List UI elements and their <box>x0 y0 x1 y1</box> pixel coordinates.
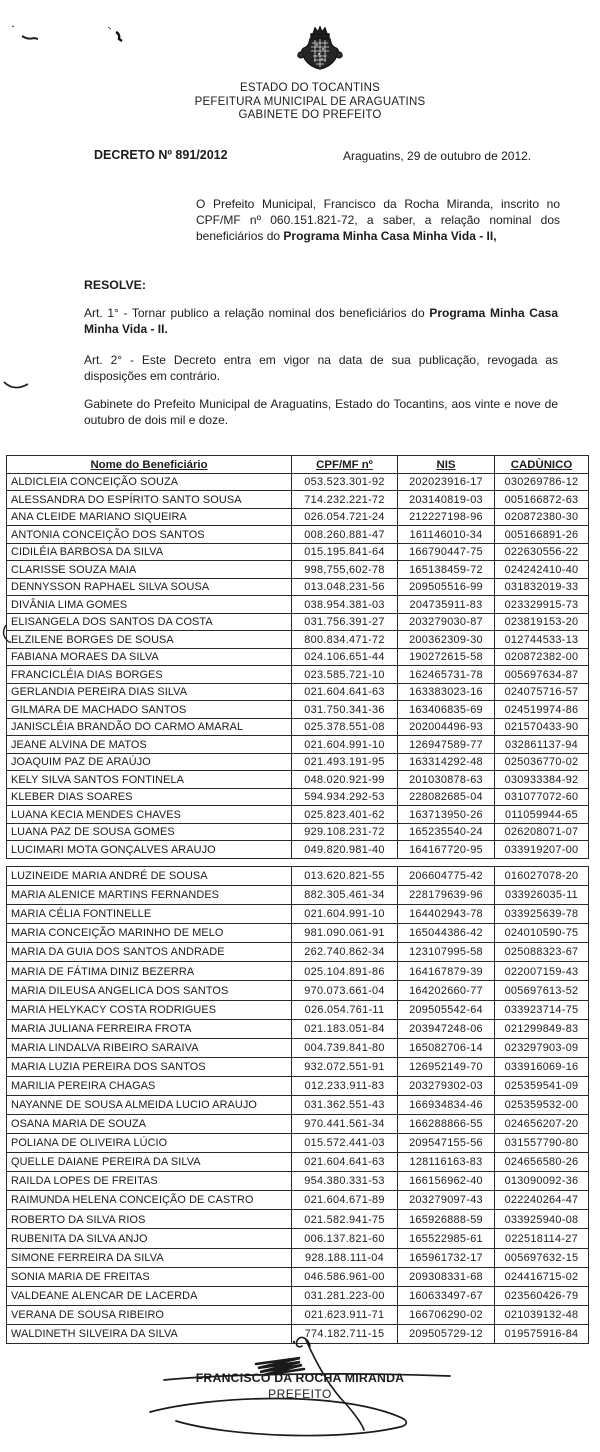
number-cell: 024656580-26 <box>495 1153 589 1172</box>
number-cell: 228082685-04 <box>398 788 495 805</box>
column-header-cadunico: CADÙNICO <box>495 456 589 474</box>
table-row <box>7 867 589 886</box>
number-cell: 164167720-95 <box>398 841 495 858</box>
number-cell: 021.604.641-63 <box>292 683 398 700</box>
letterhead-line-municipality: PEFEITURA MUNICIPAL DE ARAGUATINS <box>194 95 426 108</box>
number-cell: 024075716-57 <box>495 683 589 700</box>
number-cell: 020872382-00 <box>495 648 589 665</box>
number-cell: 033925940-08 <box>495 1210 589 1229</box>
number-cell: 166790447-75 <box>398 543 495 560</box>
decree-dateline: Araguatins, 29 de outubro de 2012. <box>343 149 532 163</box>
number-cell: 165138459-72 <box>398 561 495 578</box>
number-cell: 031.281.223-00 <box>292 1286 398 1305</box>
number-cell: 160633497-67 <box>398 1286 495 1305</box>
article-2-text: Art. 2° - Este Decreto entra em vigor na data de sua publicação, revogada as disposições em contrário. <box>84 353 558 383</box>
number-cell: 011059944-65 <box>495 806 589 823</box>
number-cell: 021.183.051-84 <box>292 1019 398 1038</box>
number-cell: 019575916-84 <box>495 1324 589 1343</box>
number-cell: 015.572.441-03 <box>292 1134 398 1153</box>
table-row <box>7 1248 589 1267</box>
beneficiary-name-cell: LUCIMARI MOTA GONÇALVES ARAUJO <box>7 841 292 858</box>
article-1-program-name: Programa Minha Casa Minha Vida - II. <box>84 306 558 336</box>
number-cell: 012744533-13 <box>495 631 589 648</box>
table-row <box>7 648 589 665</box>
number-cell: 714.232.221-72 <box>292 491 398 508</box>
number-cell: 203947248-06 <box>398 1019 495 1038</box>
number-cell: 023560426-79 <box>495 1286 589 1305</box>
number-cell: 929.108.231-72 <box>292 823 398 840</box>
number-cell: 048.020.921-99 <box>292 771 398 788</box>
number-cell: 166934834-46 <box>398 1095 495 1114</box>
number-cell: 164202660-77 <box>398 981 495 1000</box>
pen-mark-top-left <box>4 24 174 48</box>
beneficiary-name-cell: POLIANA DE OLIVEIRA LÚCIO <box>7 1134 292 1153</box>
beneficiary-name-cell: WALDINETH SILVEIRA DA SILVA <box>7 1324 292 1343</box>
beneficiary-name-cell: CLARISSE SOUZA MAIA <box>7 561 292 578</box>
beneficiary-name-cell: ELISANGELA DOS SANTOS DA COSTA <box>7 613 292 630</box>
number-cell: 033926035-11 <box>495 886 589 905</box>
number-cell: 203279097-43 <box>398 1191 495 1210</box>
number-cell: 022240264-47 <box>495 1191 589 1210</box>
decree-number: DECRETO Nº 891/2012 <box>94 148 228 162</box>
number-cell: 165926888-59 <box>398 1210 495 1229</box>
number-cell: 202023916-17 <box>398 474 495 491</box>
beneficiary-name-cell: JEANE ALVINA DE MATOS <box>7 736 292 753</box>
number-cell: 022630556-22 <box>495 543 589 560</box>
table-row <box>7 1210 589 1229</box>
number-cell: 038.954.381-03 <box>292 596 398 613</box>
letterhead-line-office: GABINETE DO PREFEITO <box>238 109 382 122</box>
table-row <box>7 508 589 525</box>
number-cell: 024416715-02 <box>495 1267 589 1286</box>
number-cell: 025.378.551-08 <box>292 718 398 735</box>
number-cell: 020872380-30 <box>495 508 589 525</box>
beneficiary-name-cell: OSANA MARIA DE SOUZA <box>7 1115 292 1134</box>
table-row <box>7 561 589 578</box>
number-cell: 031832019-33 <box>495 578 589 595</box>
number-cell: 023297903-09 <box>495 1038 589 1057</box>
number-cell: 030933384-92 <box>495 771 589 788</box>
number-cell: 033925639-78 <box>495 905 589 924</box>
table-row <box>7 596 589 613</box>
number-cell: 163314292-48 <box>398 753 495 770</box>
table-row <box>7 631 589 648</box>
beneficiary-name-cell: MARIA DA GUIA DOS SANTOS ANDRADE <box>7 943 292 962</box>
number-cell: 049.820.981-40 <box>292 841 398 858</box>
pen-mark-left-margin <box>2 376 30 396</box>
number-cell: 166706290-02 <box>398 1305 495 1324</box>
number-cell: 126947589-77 <box>398 736 495 753</box>
number-cell: 013.620.821-55 <box>292 867 398 886</box>
number-cell: 262.740.862-34 <box>292 943 398 962</box>
beneficiaries-table-section-1 <box>6 455 589 859</box>
number-cell: 166156962-40 <box>398 1172 495 1191</box>
table-row <box>7 1229 589 1248</box>
number-cell: 206604775-42 <box>398 867 495 886</box>
number-cell: 030269786-12 <box>495 474 589 491</box>
beneficiary-name-cell: VALDEANE ALENCAR DE LACERDA <box>7 1286 292 1305</box>
table-row <box>7 905 589 924</box>
beneficiary-name-cell: MARIA ALENICE MARTINS FERNANDES <box>7 886 292 905</box>
number-cell: 212227198-96 <box>398 508 495 525</box>
municipal-coat-of-arms-icon <box>296 26 344 84</box>
number-cell: 163383023-16 <box>398 683 495 700</box>
number-cell: 165961732-17 <box>398 1248 495 1267</box>
number-cell: 031.756.391-27 <box>292 613 398 630</box>
beneficiary-name-cell: SONIA MARIA DE FREITAS <box>7 1267 292 1286</box>
number-cell: 015.195.841-64 <box>292 543 398 560</box>
table-header-row <box>7 456 589 474</box>
number-cell: 021.493.191-95 <box>292 753 398 770</box>
number-cell: 013.048.231-56 <box>292 578 398 595</box>
number-cell: 023329915-73 <box>495 596 589 613</box>
number-cell: 203140819-03 <box>398 491 495 508</box>
table-row <box>7 806 589 823</box>
number-cell: 021299849-83 <box>495 1019 589 1038</box>
number-cell: 126952149-70 <box>398 1057 495 1076</box>
number-cell: 016027078-20 <box>495 867 589 886</box>
article-1 <box>84 305 558 337</box>
table-row <box>7 613 589 630</box>
closing-paragraph: Gabinete do Prefeito Municipal de Araguatins, Estado do Tocantins, aos vinte e nove de outubro de dois mil e doze. <box>84 397 558 427</box>
number-cell: 032861137-94 <box>495 736 589 753</box>
number-cell: 209505516-99 <box>398 578 495 595</box>
number-cell: 026.054.721-24 <box>292 508 398 525</box>
number-cell: 203279302-03 <box>398 1076 495 1095</box>
table-row <box>7 1076 589 1095</box>
number-cell: 800.834.471-72 <box>292 631 398 648</box>
number-cell: 025088323-67 <box>495 943 589 962</box>
table-row <box>7 1134 589 1153</box>
number-cell: 594.934.292-53 <box>292 788 398 805</box>
table-row <box>7 1267 589 1286</box>
beneficiary-name-cell: MARIA JULIANA FERREIRA FROTA <box>7 1019 292 1038</box>
table-row <box>7 841 589 858</box>
table-row <box>7 823 589 840</box>
number-cell: 970.441.561-34 <box>292 1115 398 1134</box>
number-cell: 031.362.551-43 <box>292 1095 398 1114</box>
number-cell: 882.305.461-34 <box>292 886 398 905</box>
number-cell: 021570433-90 <box>495 718 589 735</box>
beneficiary-name-cell: KELY SILVA SANTOS FONTINELA <box>7 771 292 788</box>
table-row <box>7 666 589 683</box>
beneficiary-name-cell: DENNYSSON RAPHAEL SILVA SOUSA <box>7 578 292 595</box>
number-cell: 024242410-40 <box>495 561 589 578</box>
preamble-text: O Prefeito Municipal, Francisco da Rocha Miranda, inscrito no CPF/MF nº 060.151.821-72, a saber, a relação nominal dos beneficiários do <box>196 197 560 243</box>
beneficiary-name-cell: FABIANA MORAES DA SILVA <box>7 648 292 665</box>
table-row <box>7 526 589 543</box>
number-cell: 166288866-55 <box>398 1115 495 1134</box>
beneficiary-name-cell: MARIA DILEUSA ANGELICA DOS SANTOS <box>7 981 292 1000</box>
column-header-name: Nome do Beneficiário <box>7 456 292 474</box>
resolve-label: RESOLVE: <box>84 278 146 292</box>
number-cell: 031.750.341-36 <box>292 701 398 718</box>
number-cell: 022007159-43 <box>495 962 589 981</box>
number-cell: 021.604.671-89 <box>292 1191 398 1210</box>
article-2 <box>84 352 558 384</box>
number-cell: 024656207-20 <box>495 1115 589 1134</box>
number-cell: 998,755,602-78 <box>292 561 398 578</box>
table-row <box>7 1057 589 1076</box>
beneficiary-name-cell: ANA CLEIDE MARIANO SIQUEIRA <box>7 508 292 525</box>
number-cell: 023.585.721-10 <box>292 666 398 683</box>
table-row <box>7 1115 589 1134</box>
number-cell: 021.582.941-75 <box>292 1210 398 1229</box>
number-cell: 026.054.761-11 <box>292 1000 398 1019</box>
number-cell: 022518114-27 <box>495 1229 589 1248</box>
beneficiary-name-cell: ANTONIA CONCEIÇÃO DOS SANTOS <box>7 526 292 543</box>
beneficiary-name-cell: KLEBER DIAS SOARES <box>7 788 292 805</box>
beneficiary-name-cell: MARIA HELYKACY COSTA RODRIGUES <box>7 1000 292 1019</box>
number-cell: 033919207-00 <box>495 841 589 858</box>
beneficiary-name-cell: ALDICLEIA CONCEIÇÃO SOUZA <box>7 474 292 491</box>
number-cell: 008.260.881-47 <box>292 526 398 543</box>
beneficiary-name-cell: LUANA PAZ DE SOUSA GOMES <box>7 823 292 840</box>
table-row <box>7 981 589 1000</box>
beneficiary-name-cell: MARIA LUZIA PEREIRA DOS SANTOS <box>7 1057 292 1076</box>
number-cell: 981.090.061-91 <box>292 924 398 943</box>
beneficiaries-table-section-2 <box>6 866 589 1344</box>
table-row <box>7 1286 589 1305</box>
table-row <box>7 788 589 805</box>
number-cell: 005697632-15 <box>495 1248 589 1267</box>
beneficiary-name-cell: FRANCICLÉIA DIAS BORGES <box>7 666 292 683</box>
number-cell: 005697634-87 <box>495 666 589 683</box>
number-cell: 954.380.331-53 <box>292 1172 398 1191</box>
table-row <box>7 962 589 981</box>
preamble-paragraph <box>196 196 560 244</box>
number-cell: 046.586.961-00 <box>292 1267 398 1286</box>
beneficiary-name-cell: LUANA KECIA MENDES CHAVES <box>7 806 292 823</box>
table-row <box>7 1191 589 1210</box>
number-cell: 021.623.911-71 <box>292 1305 398 1324</box>
article-1-text: Art. 1° - Tornar publico a relação nominal dos beneficiários do <box>84 306 430 320</box>
letterhead <box>0 82 600 123</box>
number-cell: 209308331-68 <box>398 1267 495 1286</box>
number-cell: 163713950-26 <box>398 806 495 823</box>
beneficiary-name-cell: MARIA CONCEIÇÃO MARINHO DE MELO <box>7 924 292 943</box>
table-row <box>7 1153 589 1172</box>
table-row <box>7 1095 589 1114</box>
table-row <box>7 753 589 770</box>
number-cell: 026208071-07 <box>495 823 589 840</box>
number-cell: 123107995-58 <box>398 943 495 962</box>
signatory-title: PREFEITO <box>268 1387 332 1401</box>
beneficiary-name-cell: MARIA LINDALVA RIBEIRO SARAIVA <box>7 1038 292 1057</box>
beneficiary-name-cell: JANISCLÉIA BRANDÃO DO CARMO AMARAL <box>7 718 292 735</box>
beneficiary-name-cell: RAILDA LOPES DE FREITAS <box>7 1172 292 1191</box>
number-cell: 162465731-78 <box>398 666 495 683</box>
beneficiary-name-cell: MARIA CÉLIA FONTINELLE <box>7 905 292 924</box>
table-row <box>7 491 589 508</box>
beneficiary-name-cell: LUZINEIDE MARIA ANDRÉ DE SOUSA <box>7 867 292 886</box>
number-cell: 021.604.641-63 <box>292 1153 398 1172</box>
beneficiary-name-cell: SIMONE FERREIRA DA SILVA <box>7 1248 292 1267</box>
beneficiary-name-cell: VERANA DE SOUSA RIBEIRO <box>7 1305 292 1324</box>
beneficiary-name-cell: RAIMUNDA HELENA CONCEIÇÃO DE CASTRO <box>7 1191 292 1210</box>
number-cell: 031077072-60 <box>495 788 589 805</box>
table-row <box>7 683 589 700</box>
table-row <box>7 578 589 595</box>
number-cell: 128116163-83 <box>398 1153 495 1172</box>
number-cell: 021.604.991-10 <box>292 736 398 753</box>
number-cell: 932.072.551-91 <box>292 1057 398 1076</box>
number-cell: 013090092-36 <box>495 1172 589 1191</box>
table-row <box>7 543 589 560</box>
number-cell: 012.233.911-83 <box>292 1076 398 1095</box>
number-cell: 161146010-34 <box>398 526 495 543</box>
number-cell: 201030878-63 <box>398 771 495 788</box>
beneficiary-name-cell: JOAQUIM PAZ DE ARAÚJO <box>7 753 292 770</box>
number-cell: 928.188.111-04 <box>292 1248 398 1267</box>
number-cell: 209505542-64 <box>398 1000 495 1019</box>
number-cell: 163406835-69 <box>398 701 495 718</box>
number-cell: 204735911-83 <box>398 596 495 613</box>
beneficiary-name-cell: MARIA DE FÁTIMA DINIZ BEZERRA <box>7 962 292 981</box>
table-row <box>7 474 589 491</box>
table-row <box>7 1305 589 1324</box>
number-cell: 774.182.711-15 <box>292 1324 398 1343</box>
number-cell: 005166872-63 <box>495 491 589 508</box>
column-header-nis: NIS <box>398 456 495 474</box>
number-cell: 209505729-12 <box>398 1324 495 1343</box>
number-cell: 203279030-87 <box>398 613 495 630</box>
beneficiary-name-cell: MARILIA PEREIRA CHAGAS <box>7 1076 292 1095</box>
table-row <box>7 771 589 788</box>
beneficiary-name-cell: DIVÂNIA LIMA GOMES <box>7 596 292 613</box>
number-cell: 970.073.661-04 <box>292 981 398 1000</box>
number-cell: 031557790-80 <box>495 1134 589 1153</box>
number-cell: 053.523.301-92 <box>292 474 398 491</box>
table-row <box>7 943 589 962</box>
number-cell: 025036770-02 <box>495 753 589 770</box>
signatory-name: FRANCISCO DA ROCHA MIRANDA <box>195 1371 405 1385</box>
preamble-program-name: Programa Minha Casa Minha Vida - II, <box>283 229 497 243</box>
number-cell: 209547155-56 <box>398 1134 495 1153</box>
number-cell: 021.604.991-10 <box>292 905 398 924</box>
table-row <box>7 1000 589 1019</box>
number-cell: 004.739.841-80 <box>292 1038 398 1057</box>
number-cell: 025.104.891-86 <box>292 962 398 981</box>
beneficiary-name-cell: CIDILÉIA BARBOSA DA SILVA <box>7 543 292 560</box>
number-cell: 165044386-42 <box>398 924 495 943</box>
number-cell: 164167879-39 <box>398 962 495 981</box>
table-row <box>7 1019 589 1038</box>
table-row <box>7 736 589 753</box>
number-cell: 025359532-00 <box>495 1095 589 1114</box>
beneficiary-name-cell: ALESSANDRA DO ESPÍRITO SANTO SOUSA <box>7 491 292 508</box>
table-row <box>7 924 589 943</box>
number-cell: 005166891-26 <box>495 526 589 543</box>
table-row <box>7 886 589 905</box>
letterhead-line-state: ESTADO DO TOCANTINS <box>240 82 380 94</box>
number-cell: 165235540-24 <box>398 823 495 840</box>
table-row <box>7 718 589 735</box>
number-cell: 005697613-52 <box>495 981 589 1000</box>
number-cell: 164402943-78 <box>398 905 495 924</box>
number-cell: 006.137.821-60 <box>292 1229 398 1248</box>
beneficiary-name-cell: NAYANNE DE SOUSA ALMEIDA LUCIO ARAUJO <box>7 1095 292 1114</box>
number-cell: 024010590-75 <box>495 924 589 943</box>
number-cell: 025359541-09 <box>495 1076 589 1095</box>
number-cell: 165522985-61 <box>398 1229 495 1248</box>
beneficiary-name-cell: GERLANDIA PEREIRA DIAS SILVA <box>7 683 292 700</box>
number-cell: 024.106.651-44 <box>292 648 398 665</box>
number-cell: 228179639-96 <box>398 886 495 905</box>
number-cell: 165082706-14 <box>398 1038 495 1057</box>
beneficiary-name-cell: QUELLE DAIANE PEREIRA DA SILVA <box>7 1153 292 1172</box>
number-cell: 023819153-20 <box>495 613 589 630</box>
table-row <box>7 701 589 718</box>
number-cell: 025.823.401-62 <box>292 806 398 823</box>
number-cell: 024519974-86 <box>495 701 589 718</box>
number-cell: 200362309-30 <box>398 631 495 648</box>
number-cell: 033916069-16 <box>495 1057 589 1076</box>
table-row <box>7 1172 589 1191</box>
beneficiary-name-cell: GILMARA DE MACHADO SANTOS <box>7 701 292 718</box>
number-cell: 021039132-48 <box>495 1305 589 1324</box>
beneficiary-name-cell: ELZILENE BORGES DE SOUSA <box>7 631 292 648</box>
number-cell: 033923714-75 <box>495 1000 589 1019</box>
number-cell: 190272615-58 <box>398 648 495 665</box>
beneficiary-name-cell: RUBENITA DA SILVA ANJO <box>7 1229 292 1248</box>
table-row <box>7 1038 589 1057</box>
beneficiary-name-cell: ROBERTO DA SILVA RIOS <box>7 1210 292 1229</box>
number-cell: 202004496-93 <box>398 718 495 735</box>
column-header-cpf: CPF/MF nº <box>292 456 398 474</box>
